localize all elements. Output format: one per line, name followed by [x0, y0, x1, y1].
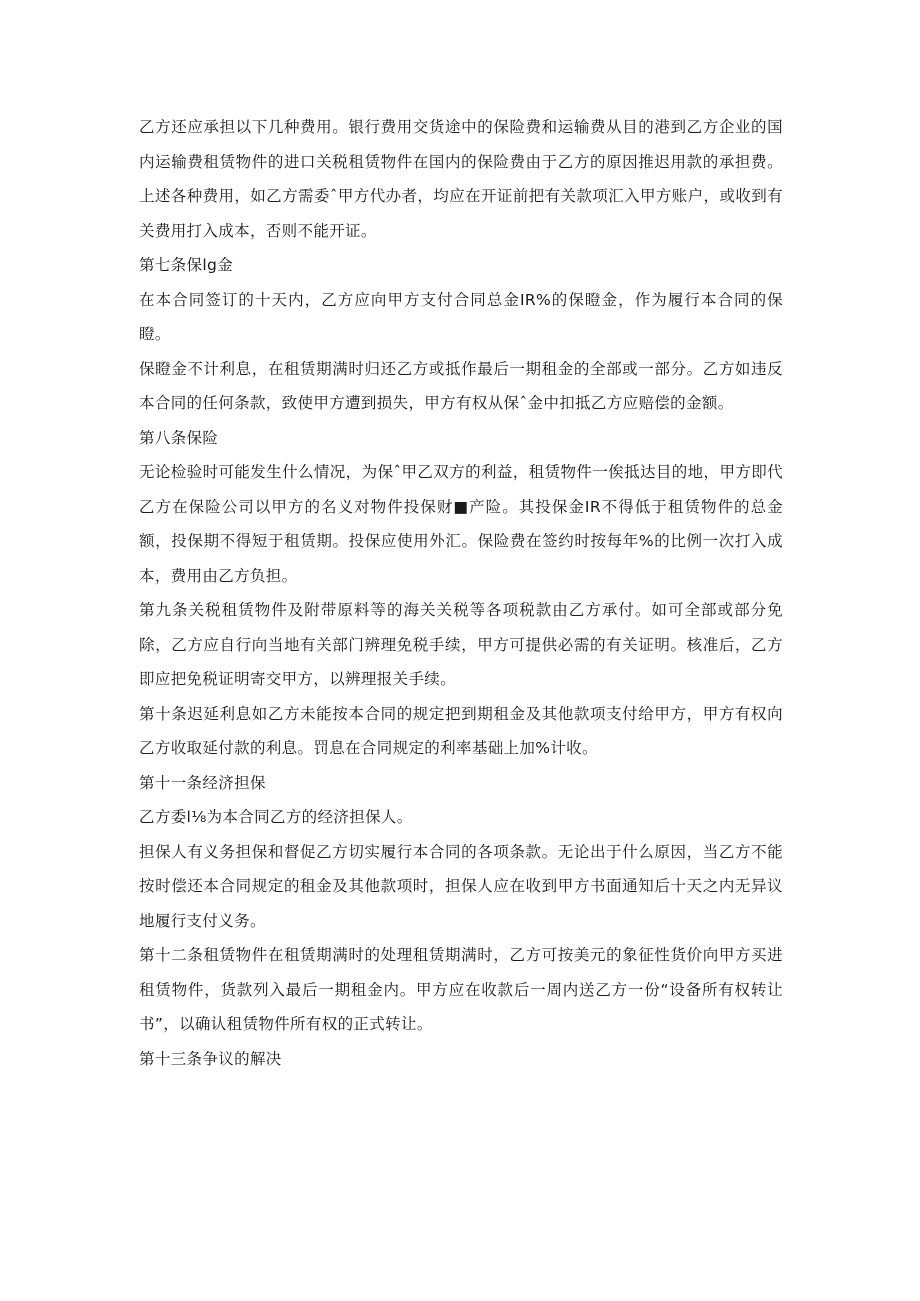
paragraph-insurance: 无论检验时可能发生什么情况，为保ˆ甲乙双方的利益，租赁物件一俟抵达目的地，甲方即代乙方在保险公司以甲方的名义对物件投保财■产险。其投保金IR不得低于租赁物件的总金额，投保期不得短于租赁期。投保应使用外汇。保险费在签约时按每年%的比例一次打入成本，费用由乙方负担。	[139, 463, 783, 585]
paragraph-guarantor-duty: 担保人有义务担保和督促乙方切实履行本合同的各项条款。无论出于什么原因，当乙方不能按时偿还本合同规定的租金及其他款项时，担保人应在收到甲方书面通知后十天之内无异议地履行支付义务。	[139, 842, 783, 930]
heading-article-13: 第十三条争议的解决	[139, 1049, 282, 1068]
paragraph-deposit-interest: 保瞪金不计利息，在租赁期满时归还乙方或抵作最后一期租金的全部或一部分。乙方如违反本合同的任何条款，致使甲方遭到损失，甲方有权从保ˆ金中扣抵乙方应赔偿的金额。	[139, 359, 783, 412]
document-body	[139, 110, 783, 1076]
paragraph-deposit: 在本合同签订的十天内，乙方应向甲方支付合同总金IR%的保瞪金，作为履行本合同的保瞪。	[139, 290, 783, 343]
heading-article-7: 第七条保lg金	[139, 256, 234, 274]
heading-article-8: 第八条保险	[139, 428, 219, 447]
heading-article-11: 第十一条经济担保	[139, 773, 266, 792]
paragraph-article-9-tariff: 第九条关税租赁物件及附带原料等的海关关税等各项税款由乙方承付。如可全部或部分免除，乙方应自行向当地有关部门辨理免税手续，甲方可提供必需的有关证明。核准后，乙方即应把免税证明寄交甲方，以辨理报关手续。	[139, 601, 783, 688]
paragraph-article-12-disposal: 第十二条租赁物件在租赁期满时的处理租赁期满时，乙方可按美元的象征性货价向甲方买进租赁物件，货款列入最后一期租金内。甲方应在收款后一周内送乙方一份“设备所有权转让书”，以确认租赁物件所有权的正式转让。	[139, 946, 783, 1033]
paragraph-guarantor: 乙方委l⅛为本合同乙方的经济担保人。	[139, 808, 413, 826]
paragraph-expenses: 乙方还应承担以下几种费用。银行费用交货途中的保险费和运输费从目的港到乙方企业的国内运输费租赁物件的进口关税租赁物件在国内的保险费由于乙方的原因推迟用款的承担费。上述各种费用，如乙方需委ˆ甲方代办者，均应在开证前把有关款项汇入甲方账户，或收到有关费用打入成本，否则不能开证。	[139, 118, 783, 240]
paragraph-article-10-late-interest: 第十条迟延利息如乙方未能按本合同的规定把到期租金及其他款项支付给甲方，甲方有权向乙方收取延付款的利息。罚息在合同规定的利率基础上加%计收。	[139, 704, 783, 757]
